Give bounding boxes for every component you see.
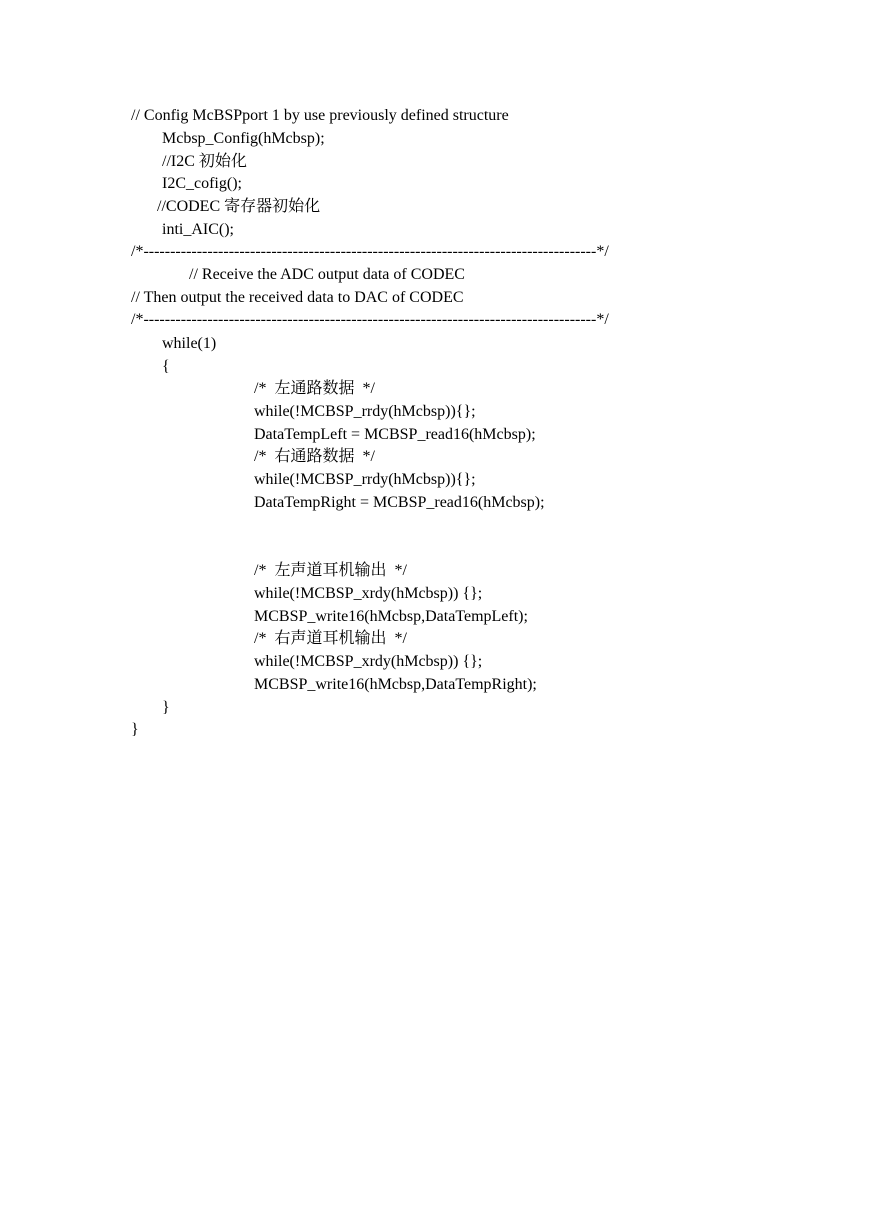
code-line-init-aic: inti_AIC(); [162,221,234,238]
code-line-read-right: DataTempRight = MCBSP_read16(hMcbsp); [254,494,545,511]
code-line-write-right: MCBSP_write16(hMcbsp,DataTempRight); [254,676,537,693]
code-line-comment-output: // Then output the received data to DAC of CODEC [131,289,464,306]
code-line-read-left: DataTempLeft = MCBSP_read16(hMcbsp); [254,426,536,443]
code-line-separator: /*-------------------------------------------------------------------------------------*/ [131,311,609,328]
code-line-comment-left-channel: /* 左通路数据 */ [254,380,375,397]
code-line-comment-i2c: //I2C 初始化 [162,153,247,170]
code-line-xrdy-wait: while(!MCBSP_xrdy(hMcbsp)) {}; [254,653,483,670]
code-line-i2c-config: I2C_cofig(); [162,175,242,192]
code-line-comment-right-channel: /* 右通路数据 */ [254,448,375,465]
code-line-open-brace: { [162,358,170,375]
code-line-xrdy-wait: while(!MCBSP_xrdy(hMcbsp)) {}; [254,585,483,602]
code-line-close-brace: } [162,699,170,716]
code-line-rrdy-wait: while(!MCBSP_rrdy(hMcbsp)){}; [254,403,476,420]
code-line-mcbsp-config: Mcbsp_Config(hMcbsp); [162,130,325,147]
code-line-comment-left-output: /* 左声道耳机输出 */ [254,562,407,579]
code-line-rrdy-wait: while(!MCBSP_rrdy(hMcbsp)){}; [254,471,476,488]
code-line-write-left: MCBSP_write16(hMcbsp,DataTempLeft); [254,608,528,625]
code-line-close-brace-outer: } [131,721,139,738]
code-line-separator: /*-------------------------------------------------------------------------------------*/ [131,243,609,260]
code-line-comment-right-output: /* 右声道耳机输出 */ [254,630,407,647]
code-line-comment-config: // Config McBSPport 1 by use previously defined structure [131,107,509,124]
code-line-comment-receive: // Receive the ADC output data of CODEC [189,266,465,283]
code-line-while: while(1) [162,335,217,352]
code-line-comment-codec: //CODEC 寄存器初始化 [157,198,321,215]
